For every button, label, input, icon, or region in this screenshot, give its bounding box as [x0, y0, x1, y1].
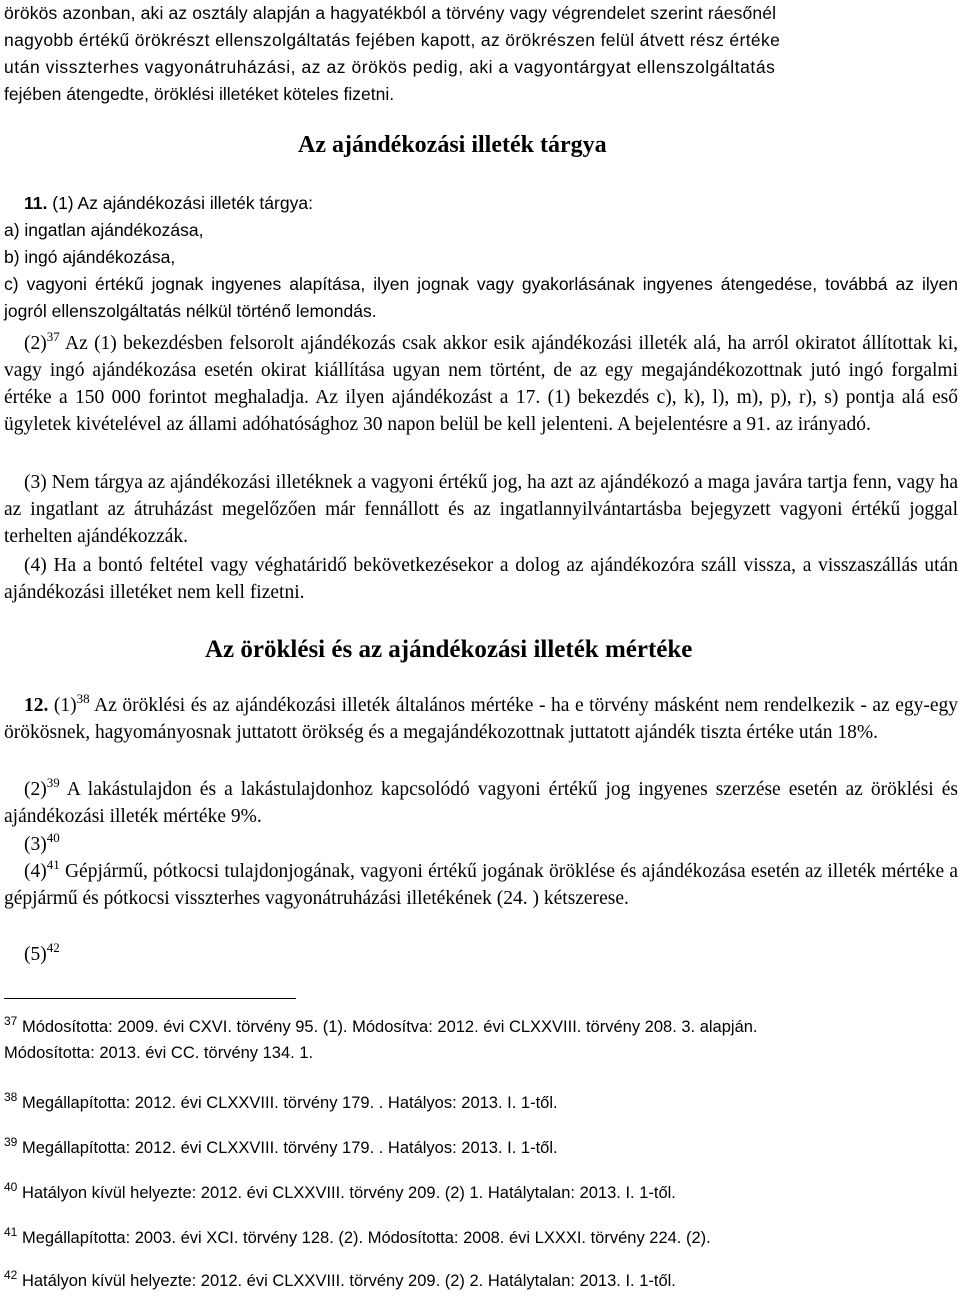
intro-line-2: nagyobb értékű örökrészt ellenszolgáltatás fejében kapott, az örökrészen felül átvett rész értéke: [4, 30, 781, 50]
intro-line-3: után visszterhes vagyonátruházási, az az örökös pedig, aki a vagyontárgyat ellenszolgáltatás: [4, 57, 776, 77]
section-11-item-a: a) ingatlan ajándékozása,: [4, 220, 204, 240]
footnote-38: [4, 1090, 958, 1116]
footnote-ref-39[interactable]: 39: [46, 775, 60, 790]
section-12-paragraph-2: [4, 776, 958, 830]
paragraph-text: Gépjármű, pótkocsi tulajdonjogának, vagyoni értékű jogának öröklése és ajándékozása esetén az illeték mértéke a gépjármű és pótkocsi visszterhes vagyonátruházási illetékének (24. ) kétszerese.: [4, 861, 958, 909]
paragraph-number: (2): [24, 779, 47, 800]
section-number: 12.: [24, 695, 49, 716]
footnote-ref-41[interactable]: 41: [46, 857, 60, 872]
paragraph-number: (1): [48, 695, 77, 716]
section-heading-gift-tax-subject: Az ajándékozási illeték tárgya: [298, 132, 607, 158]
footnote-41: [4, 1225, 958, 1251]
paragraph-number: (3): [24, 834, 47, 855]
footnote-39: [4, 1135, 958, 1161]
section-11-paragraph-4: (4) Ha a bontó feltétel vagy véghatáridő bekövetkezésekor a dolog az ajándékozóra száll vissza, a visszaszállás után ajándékozási illetéket nem kell fizetni.: [4, 555, 958, 603]
footnote-number: 38: [4, 1090, 18, 1104]
section-11-lead-text: (1) Az ajándékozási illeték tárgya:: [47, 193, 313, 213]
footnote-number: 41: [4, 1225, 18, 1239]
footnote-separator: [4, 998, 296, 999]
section-11-item-c: c) vagyoni értékű jognak ingyenes alapítása, ilyen jognak vagy gyakorlásának ingyenes átengedése, továbbá az ilyen jogról ellenszolgáltatás nélkül történő lemondás.: [4, 274, 958, 321]
footnote-ref-42[interactable]: 42: [46, 940, 60, 955]
paragraph-text: Az öröklési és az ajándékozási illeték általános mértéke - ha e törvény másként nem rendelkezik - az egy-egy örökösnek, hagyományosnak juttatott örökség és a megajándékozottnak juttatott ajándék tiszta értéke után 18%.: [4, 695, 958, 743]
section-12-paragraph-5: [4, 941, 958, 968]
footnote-text: Megállapította: 2003. évi XCI. törvény 128. (2). Módosította: 2008. évi LXXXI. törvény 224. (2).: [17, 1229, 711, 1247]
footnote-text: Módosította: 2009. évi CXVI. törvény 95. (1). Módosítva: 2012. évi CLXXVIII. törvény 208. 3. alapján.: [17, 1018, 758, 1036]
section-11-paragraph-2: [4, 330, 958, 438]
footnote-text: Megállapította: 2012. évi CLXXVIII. törvény 179. . Hatályos: 2013. I. 1-től.: [17, 1139, 558, 1157]
footnote-ref-40[interactable]: 40: [46, 830, 60, 845]
section-12-paragraph-4: [4, 858, 958, 912]
footnote-40: [4, 1180, 958, 1206]
footnote-text: Hatályon kívül helyezte: 2012. évi CLXXVIII. törvény 209. (2) 2. Hatálytalan: 2013. I. 1-től.: [17, 1272, 676, 1290]
section-number: 11.: [24, 193, 48, 213]
intro-line-1: örökös azonban, aki az osztály alapján a hagyatékból a törvény vagy végrendelet szerint ráesőnél: [4, 3, 777, 23]
paragraph-text: Az (1) bekezdésben felsorolt ajándékozás csak akkor esik ajándékozási illeték alá, ha arról okiratot állítottak ki, vagy ingó ajándékozása esetén okirat kiállítása ugyan nem történt, de az egy megajándékozottnak jutó ingó forgalmi értéke a 150 000 forintot meghaladja. Az ilyen ajándékozást a 17. (1) bekezdés c), k), l), m), p), r), s) pontja alá eső ügyletek kivételével az állami adóhatósághoz 30 napon belül be kell jelenteni. A bejelentésre a 91. az irányadó.: [4, 333, 958, 435]
section-11: [4, 190, 958, 325]
footnote-text-continued: Módosította: 2013. évi CC. törvény 134. 1.: [4, 1044, 314, 1062]
paragraph-number: (2): [24, 333, 47, 354]
footnote-ref-37[interactable]: 37: [46, 329, 60, 344]
section-heading-tax-rate: Az öröklési és az ajándékozási illeték mértéke: [205, 636, 693, 663]
footnote-text: Megállapította: 2012. évi CLXXVIII. törvény 179. . Hatályos: 2013. I. 1-től.: [17, 1094, 558, 1112]
intro-paragraph: [4, 0, 958, 108]
section-11-lead: [4, 190, 958, 217]
paragraph-number: (5): [24, 944, 47, 965]
intro-line-4: fejében átengedte, öröklési illetéket köteles fizetni.: [4, 84, 395, 104]
section-12-paragraph-1: [4, 692, 958, 746]
footnote-text: Hatályon kívül helyezte: 2012. évi CLXXVIII. törvény 209. (2) 1. Hatálytalan: 2013. I. 1-től.: [17, 1184, 676, 1202]
paragraph-text: A lakástulajdon és a lakástulajdonhoz kapcsolódó vagyoni értékű jog ingyenes szerzése esetén az öröklési és ajándékozási illeték mértéke 9%.: [4, 779, 958, 827]
footnote-number: 40: [4, 1180, 18, 1194]
footnote-number: 42: [4, 1268, 18, 1282]
footnote-number: 39: [4, 1135, 18, 1149]
footnote-number: 37: [4, 1014, 18, 1028]
section-12-paragraph-3: [4, 831, 958, 858]
paragraph-number: (4): [24, 861, 47, 882]
footnote-37: [4, 1014, 958, 1066]
section-11-paragraph-3: (3) Nem tárgya az ajándékozási illetéknek a vagyoni értékű jog, ha azt az ajándékozó a maga javára tartja fenn, vagy ha az ingatlant az átruházást megelőzően már fennállott és az ingatlannyilvántartásba bejegyzett vagyoni értékű joggal terhelten ajándékozzák.: [4, 472, 958, 547]
footnote-ref-38[interactable]: 38: [76, 691, 90, 706]
section-11-item-b: b) ingó ajándékozása,: [4, 247, 176, 267]
footnote-42: [4, 1268, 958, 1294]
